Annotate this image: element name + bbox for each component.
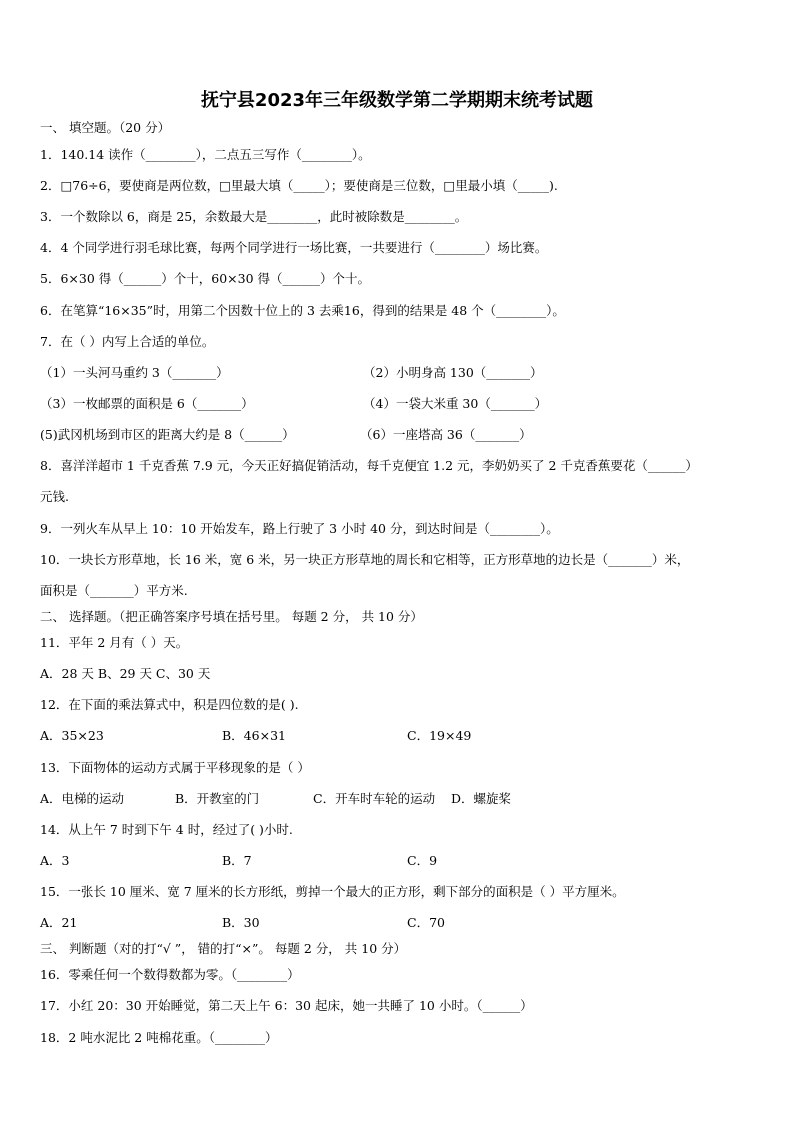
question-14: 14．从上午 7 时到下午 4 时，经过了( )小时.	[40, 822, 293, 837]
page-title: 抚宁县2023年三年级数学第二学期期末统考试题	[200, 90, 594, 111]
question-1: 1．140.14 读作（________），二点五三写作（________）。	[40, 147, 371, 162]
question-7-item-3: （3）一枚邮票的面积是 6（_______）	[40, 396, 254, 411]
question-7-item-4: （4）一袋大米重 30（_______）	[363, 396, 548, 411]
question-8-line-1: 8．喜洋洋超市 1 千克香蕉 7.9 元，今天正好搞促销活动，每千克便宜 1.2 元，李奶奶买了 2 千克香蕉要花（______）	[40, 458, 698, 473]
question-15-option-c: C．70	[407, 915, 445, 930]
question-12: 12．在下面的乘法算式中，积是四位数的是( ).	[40, 697, 299, 712]
question-16: 16．零乘任何一个数得数都为零。（________）	[40, 967, 300, 982]
question-11: 11．平年 2 月有（ ）天。	[40, 635, 189, 650]
question-3: 3．一个数除以 6，商是 25，余数最大是________，此时被除数是________。	[40, 209, 468, 224]
question-7-item-5: (5)武冈机场到市区的距离大约是 8（______）	[40, 427, 295, 442]
question-18: 18．2 吨水泥比 2 吨棉花重。（________）	[40, 1030, 278, 1045]
question-13-option-a: A．电梯的运动	[40, 791, 125, 806]
question-10-line-1: 10．一块长方形草地，长 16 米，宽 6 米，另一块正方形草地的周长和它相等，正方形草地的边长是（_______）米，	[40, 552, 690, 567]
question-13: 13．下面物体的运动方式属于平移现象的是（ ）	[40, 760, 310, 775]
question-14-option-c: C．9	[407, 853, 438, 868]
question-12-option-a: A．35×23	[40, 728, 104, 743]
question-8-line-2: 元钱.	[40, 489, 69, 504]
section-1-header: 一、 填空题。（20 分）	[40, 120, 171, 135]
question-10-line-2: 面积是（_______）平方米.	[40, 583, 188, 598]
question-12-option-b: B．46×31	[222, 728, 286, 743]
question-5: 5．6×30 得（______）个十，60×30 得（______）个十。	[40, 271, 371, 286]
question-17: 17．小红 20：30 开始睡觉，第二天上午 6：30 起床，她一共睡了 10 小时。（______）	[40, 998, 533, 1013]
question-15: 15．一张长 10 厘米、宽 7 厘米的长方形纸，剪掉一个最大的正方形，剩下部分的面积是（ ）平方厘米。	[40, 884, 625, 899]
question-7-item-6: （6）一座塔高 36（_______）	[360, 427, 532, 442]
question-14-option-a: A．3	[40, 853, 70, 868]
question-9: 9．一列火车从早上 10：10 开始发车，路上行驶了 3 小时 40 分，到达时间是（________）。	[40, 521, 559, 536]
question-7-item-2: （2）小明身高 130（_______）	[363, 365, 543, 380]
section-3-header: 三、 判断题（对的打“√ ”， 错的打“×”。 每题 2 分， 共 10 分）	[40, 941, 407, 956]
question-15-option-a: A．21	[40, 915, 78, 930]
question-13-option-b: B．开教室的门	[175, 791, 260, 806]
question-2: 2．□76÷6，要使商是两位数，□里最大填（_____）；要使商是三位数，□里最小填（_____).	[40, 178, 558, 193]
question-13-option-c: C．开车时车轮的运动	[313, 791, 436, 806]
section-2-header: 二、 选择题。（把正确答案序号填在括号里。 每题 2 分， 共 10 分）	[40, 609, 423, 624]
question-11-options: A．28 天 B、29 天 C、30 天	[40, 666, 211, 681]
question-7: 7．在（ ）内写上合适的单位。	[40, 334, 215, 349]
question-14-option-b: B．7	[222, 853, 252, 868]
question-4: 4．4 个同学进行羽毛球比赛，每两个同学进行一场比赛，一共要进行（________）场比赛。	[40, 240, 548, 255]
question-13-option-d: D．螺旋桨	[451, 791, 512, 806]
question-7-item-1: （1）一头河马重约 3（_______）	[40, 365, 229, 380]
question-12-option-c: C．19×49	[407, 728, 472, 743]
question-6: 6．在笔算“16×35”时，用第二个因数十位上的 3 去乘16，得到的结果是 48 个（________）。	[40, 303, 565, 318]
question-15-option-b: B．30	[222, 915, 260, 930]
